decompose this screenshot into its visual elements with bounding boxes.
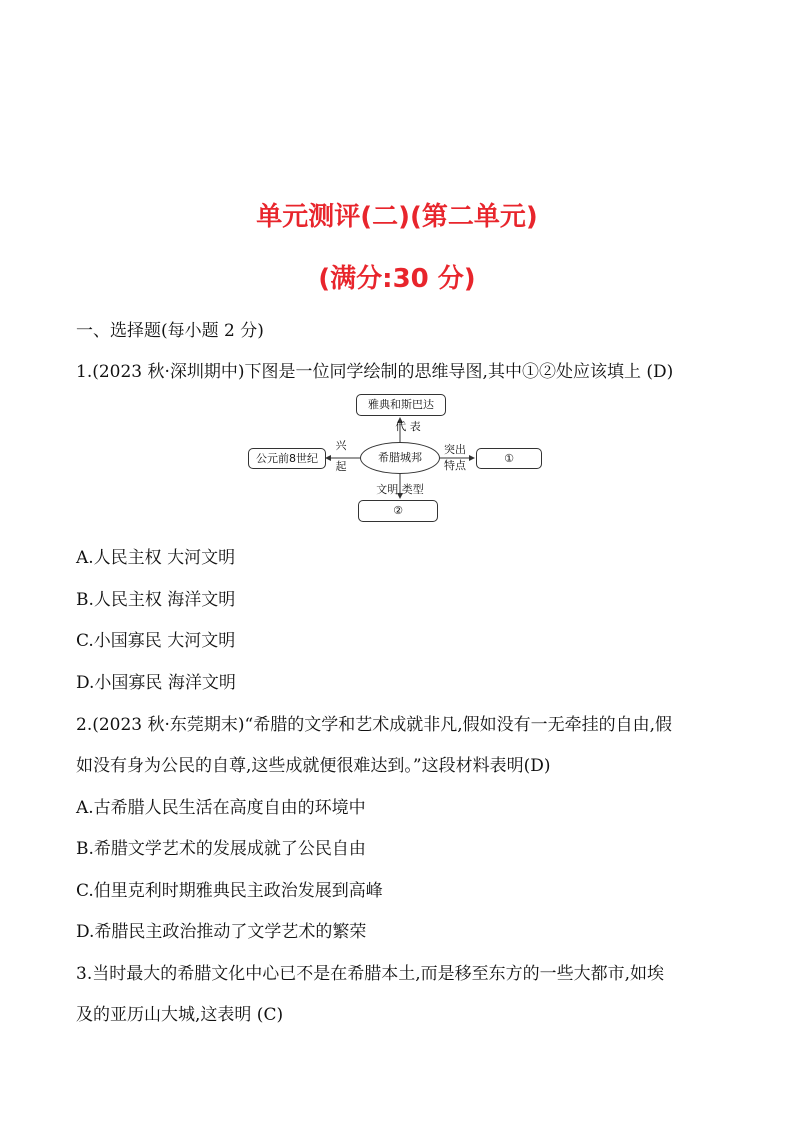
question-2-option-a: A.古希腊人民生活在高度自由的环境中 — [76, 798, 366, 818]
page-title: 单元测评(二)(第二单元) — [256, 202, 538, 232]
question-3-stem-line-2: 及的亚历山大城,这表明 (C) — [76, 1005, 284, 1025]
right-label-2: 特点 — [444, 459, 466, 472]
question-2-stem-line-2: 如没有身为公民的自尊,这些成就便很难达到。”这段材料表明(D) — [76, 756, 551, 776]
question-1-stem: 1.(2023 秋·深圳期中)下图是一位同学绘制的思维导图,其中①②处应该填上 (D) — [76, 362, 674, 382]
top-label: 代 表 — [395, 420, 421, 433]
question-1-option-c: C.小国寡民 大河文明 — [76, 631, 236, 651]
bottom-label: 文明 类型 — [376, 483, 424, 496]
center-node: 希腊城邦 — [360, 442, 440, 474]
left-box: 公元前8世纪 — [248, 448, 326, 469]
right-label-1: 突出 — [444, 443, 466, 456]
left-label-1: 兴 — [335, 439, 347, 452]
question-2-stem-line-1: 2.(2023 秋·东莞期末)“希腊的文学和艺术成就非凡,假如没有一无牵挂的自由,假 — [76, 715, 673, 735]
question-1-option-b: B.人民主权 海洋文明 — [76, 590, 236, 610]
section-heading: 一、选择题(每小题 2 分) — [76, 321, 264, 341]
right-box: ① — [476, 448, 542, 469]
question-1-option-d: D.小国寡民 海洋文明 — [76, 673, 236, 693]
mind-map-diagram — [240, 388, 560, 528]
question-2-option-d: D.希腊民主政治推动了文学艺术的繁荣 — [76, 922, 367, 942]
page-subtitle: (满分:30 分) — [318, 264, 476, 294]
question-2-option-b: B.希腊文学艺术的发展成就了公民自由 — [76, 839, 366, 859]
bottom-box: ② — [358, 500, 438, 522]
question-3-stem-line-1: 3.当时最大的希腊文化中心已不是在希腊本土,而是移至东方的一些大都市,如埃 — [76, 964, 665, 984]
question-1-option-a: A.人民主权 大河文明 — [76, 548, 236, 568]
top-box: 雅典和斯巴达 — [356, 394, 446, 416]
left-label-2: 起 — [335, 460, 347, 473]
question-2-option-c: C.伯里克利时期雅典民主政治发展到高峰 — [76, 881, 383, 901]
